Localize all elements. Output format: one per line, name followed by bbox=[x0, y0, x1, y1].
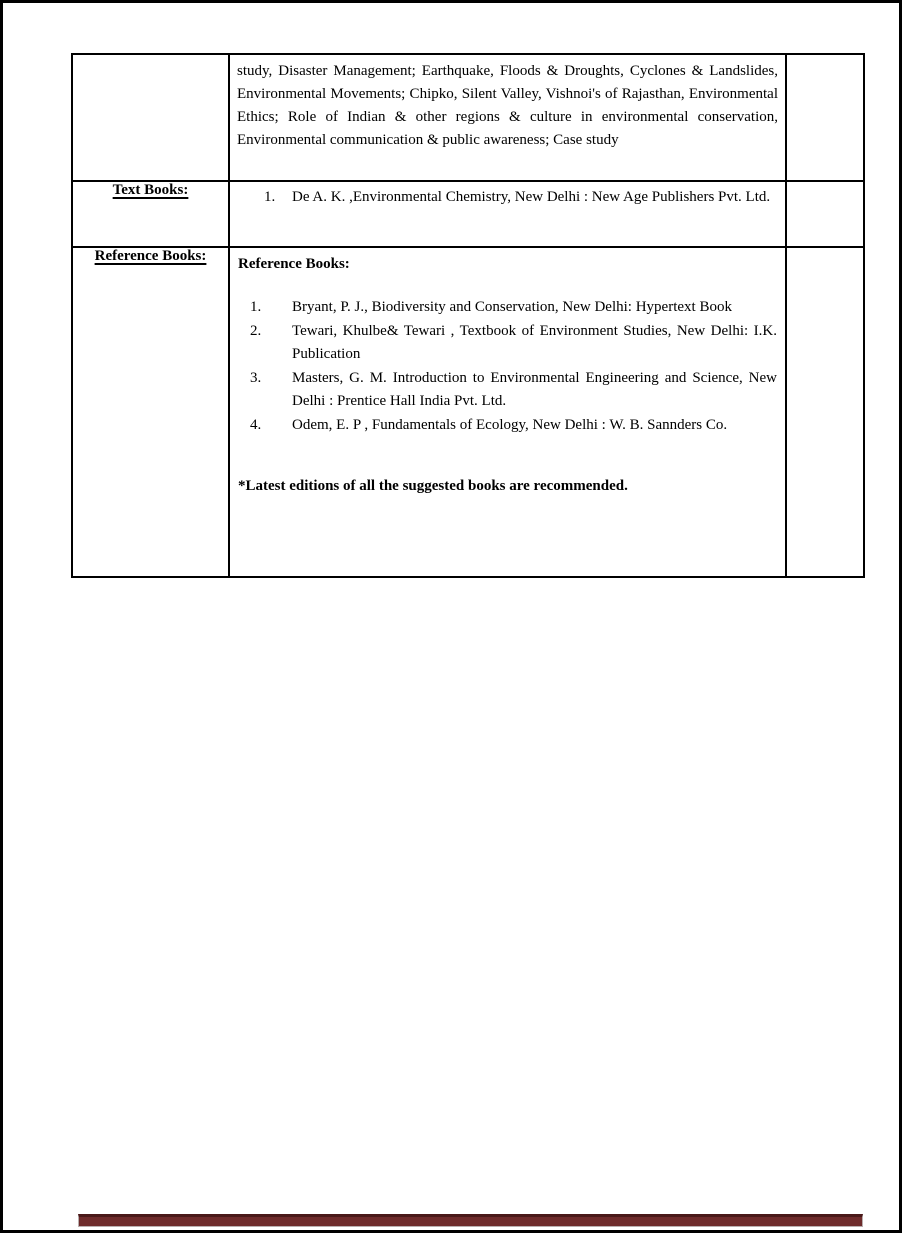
latest-editions-note: *Latest editions of all the suggested books are recommended. bbox=[238, 478, 628, 494]
reference-books-label-cell bbox=[72, 247, 229, 577]
reference-books-list bbox=[250, 296, 777, 437]
reference-books-heading: Reference Books: bbox=[238, 256, 350, 272]
list-item bbox=[250, 367, 777, 414]
list-item-text: Tewari, Khulbe& Tewari , Textbook of Environment Studies, New Delhi: I.K. Publication bbox=[292, 322, 777, 362]
list-item bbox=[250, 296, 777, 320]
list-item bbox=[250, 414, 777, 438]
footer-divider bbox=[78, 1214, 863, 1227]
list-item bbox=[264, 186, 779, 210]
list-item-text: Odem, E. P , Fundamentals of Ecology, New Delhi : W. B. Sannders Co. bbox=[292, 416, 728, 433]
list-item-text: De A. K. ,Environmental Chemistry, New Delhi : New Age Publishers Pvt. Ltd. bbox=[292, 189, 771, 205]
list-item bbox=[250, 320, 777, 367]
syllabus-table bbox=[71, 53, 865, 578]
text-books-list bbox=[264, 186, 779, 210]
unit-content-paragraph: study, Disaster Management; Earthquake, Floods & Droughts, Cyclones & Landslides, Environmental Movements; Chipko, Silent Valley, Vishnoi's of Rajasthan, Environmental Ethics; Role of Indian & other regions & culture in environmental conservation, Environmental communication & public awareness; Case study bbox=[237, 63, 778, 148]
text-books-content-cell bbox=[229, 181, 786, 247]
reference-books-content-cell bbox=[229, 247, 786, 577]
table-row-text-books bbox=[72, 181, 864, 247]
list-item-text: Bryant, P. J., Biodiversity and Conservation, New Delhi: Hypertext Book bbox=[292, 299, 732, 315]
empty-label-cell bbox=[72, 54, 229, 181]
text-books-label: Text Books: bbox=[112, 182, 189, 198]
unit-content-cell bbox=[229, 54, 786, 181]
empty-marks-cell bbox=[786, 54, 864, 181]
table-row-reference-books bbox=[72, 247, 864, 577]
reference-books-label: Reference Books: bbox=[94, 248, 207, 264]
text-books-label-cell bbox=[72, 181, 229, 247]
empty-marks-cell bbox=[786, 181, 864, 247]
list-item-text: Masters, G. M. Introduction to Environmental Engineering and Science, New Delhi : Prentice Hall India Pvt. Ltd. bbox=[292, 369, 777, 409]
table-row-content-continuation bbox=[72, 54, 864, 181]
empty-marks-cell bbox=[786, 247, 864, 577]
